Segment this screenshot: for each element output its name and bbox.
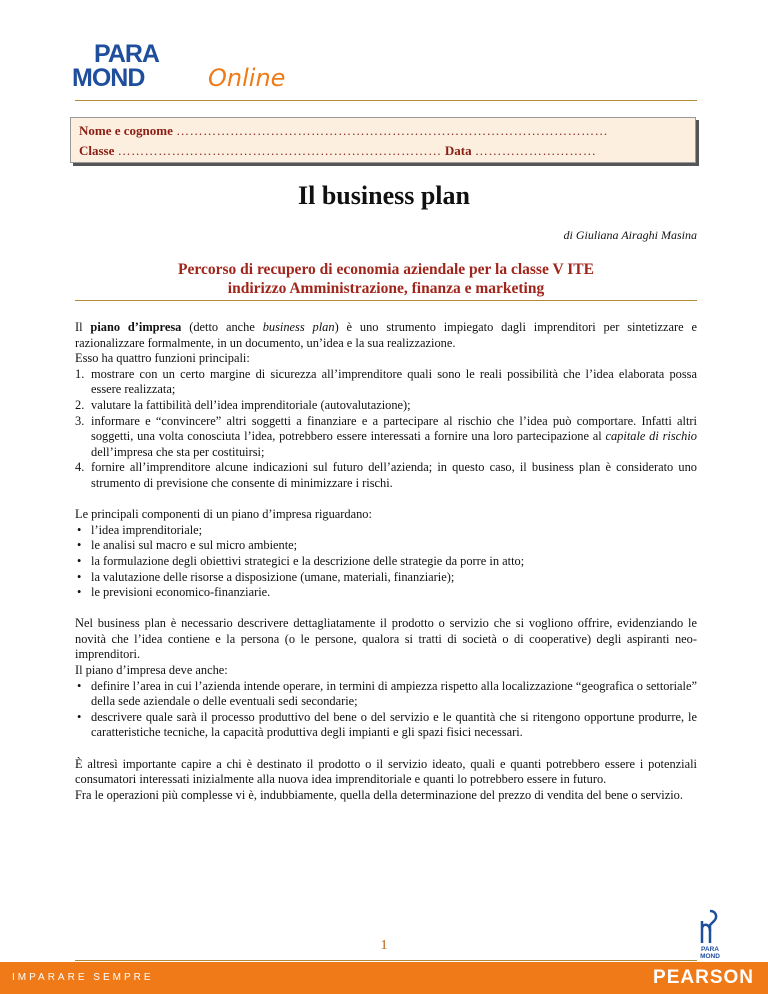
- list-number: 2.: [75, 397, 85, 412]
- functions-list: [75, 367, 697, 492]
- corner-logo-icon: [690, 907, 730, 959]
- list-item-text: mostrare con un certo margine di sicurezza all’imprenditore quali sono le reali possibilità che l’idea elaborata possa essere realizzata;: [91, 366, 697, 397]
- functions-intro: Esso ha quattro funzioni principali:: [75, 351, 250, 366]
- intro-text-b: (detto anche: [181, 320, 263, 334]
- footer-divider: [75, 960, 697, 961]
- components-intro: Le principali componenti di un piano d’impresa riguardano:: [75, 507, 372, 522]
- bullet-icon: •: [77, 678, 82, 693]
- logo-top-text: PARA: [94, 40, 159, 68]
- pricing-paragraph: Fra le operazioni più complesse vi è, indubbiamente, quella della determinazione del prezzo di vendita del bene o servizio.: [75, 787, 683, 802]
- paramond-logo-graphic: [70, 38, 300, 100]
- list-item: [75, 460, 697, 491]
- list-item-text: la formulazione degli obiettivi strategici e la descrizione delle strategie da porre in atto;: [91, 553, 525, 568]
- bullet-icon: •: [77, 569, 82, 584]
- list-item: [75, 523, 697, 539]
- list-item-text: fornire all’imprenditore alcune indicazioni sul futuro dell’azienda; in questo caso, il business plan è considerato uno strumento di previsione che consente di minimizzare i rischi.: [91, 460, 697, 490]
- list-item: [75, 710, 697, 741]
- product-paragraph: Nel business plan è necessario descrivere dettagliatamente il prodotto o servizio che si vogliono offrire, evidenziando le novità che l’idea contiene e la persona (o le persone, qualora si tratti di società o di cooperative) degli aspiranti neo-imprenditori.: [75, 616, 697, 662]
- requirements-intro: Il piano d’impresa deve anche:: [75, 663, 228, 678]
- name-dots: ……………………………………………………………………………………: [176, 123, 609, 138]
- bullet-icon: •: [77, 522, 82, 537]
- components-list: [75, 523, 697, 601]
- footer-bar: [0, 962, 768, 994]
- list-item-text: valutare la fattibilità dell’idea imprenditoriale (autovalutazione);: [91, 397, 411, 412]
- list-item: [75, 414, 697, 461]
- document-body: [75, 320, 697, 803]
- pearson-logo: PEARSON: [653, 967, 754, 988]
- list-item-text: le analisi sul macro e sul micro ambiente;: [91, 538, 298, 553]
- list-number: 4.: [75, 460, 85, 475]
- name-row: [79, 123, 689, 139]
- subtitle-divider: [75, 300, 697, 301]
- intro-italic-term: business plan: [262, 320, 335, 334]
- document-subtitle: [75, 260, 697, 298]
- list-item-text: la valutazione delle risorse a disposizione (umane, materiali, finanziarie);: [91, 569, 455, 584]
- list-item: [75, 367, 697, 398]
- student-info-box: [70, 117, 696, 163]
- document-author: di Giuliana Airaghi Masina: [563, 228, 697, 242]
- list-number: 3.: [75, 413, 85, 428]
- list-item-text: l’idea imprenditoriale;: [91, 522, 203, 537]
- footer-tagline: IMPARARE SEMPRE: [12, 972, 154, 983]
- corner-logo-bottom: MOND: [700, 953, 720, 959]
- logo-bottom-text: MOND: [72, 64, 145, 92]
- bullet-icon: •: [77, 585, 82, 600]
- subtitle-line-1: Percorso di recupero di economia aziendale per la classe V ITE: [178, 261, 594, 278]
- list-item-italic: capitale di rischio: [605, 429, 697, 444]
- list-item: [75, 554, 697, 570]
- list-item: [75, 585, 697, 601]
- name-label: Nome e cognome: [79, 123, 173, 138]
- list-item: [75, 679, 697, 710]
- class-label: Classe: [79, 143, 115, 158]
- paramond-corner-logo: [690, 907, 730, 959]
- intro-text-c: ) è uno strumento impiegato dagli imprenditori per sintetizzare e razionalizzare formalmente, in un documento, un’idea e la sua realizzazione.: [75, 320, 697, 350]
- bullet-icon: •: [77, 709, 82, 724]
- subtitle-line-2: indirizzo Amministrazione, finanza e marketing: [227, 280, 545, 297]
- list-number: 1.: [75, 366, 85, 381]
- consumers-paragraph: È altresì importante capire a chi è destinato il prodotto o il servizio ideato, quali e quanti potrebbero essere i potenziali consumatori interessati inizialmente alla nuova idea imprenditoriale e quanti lo potrebbero essere in futuro.: [75, 756, 697, 787]
- list-item: [75, 538, 697, 554]
- requirements-list: [75, 679, 697, 741]
- list-item-text: descrivere quale sarà il processo produttivo del bene o del servizio e le quantità che si ritengono opportune produrre, le caratteristiche tecniche, la capacità produttiva degli impianti e gli spazi fisici necessari.: [91, 709, 697, 740]
- intro-text-a: Il: [75, 320, 91, 334]
- list-item-text: le previsioni economico-finanziarie.: [91, 585, 271, 600]
- intro-paragraph: [75, 320, 697, 351]
- list-item-text: definire l’area in cui l’azienda intende operare, in termini di ampiezza rispetto alla localizzazione “geografica o settoriale” della sede aziendale o delle eventuali sedi secondarie;: [91, 678, 697, 709]
- date-label: Data: [444, 143, 472, 158]
- corner-logo-top: PARA: [701, 946, 719, 953]
- header-divider: [75, 100, 697, 101]
- list-item: [75, 398, 697, 414]
- bullet-icon: •: [77, 538, 82, 553]
- paramond-online-logo: [70, 38, 300, 100]
- document-title: Il business plan: [298, 181, 470, 210]
- list-item: [75, 570, 697, 586]
- list-item-text: dell’impresa che sta per costituirsi;: [91, 444, 265, 459]
- logo-online-text: Online: [208, 64, 286, 92]
- class-date-row: [79, 143, 689, 159]
- bullet-icon: •: [77, 553, 82, 568]
- list-item-text: informare e “convincere” altri soggetti a finanziare e a partecipare al rischio che l’idea può comportare. Infatti altri soggetti, una volta conosciuta l’idea, potrebbero essere interessati a fornire una loro partecipazione al: [91, 413, 697, 444]
- date-dots: ………………………: [474, 143, 597, 158]
- page-number: 1: [380, 938, 388, 953]
- intro-bold-term: piano d’impresa: [90, 320, 182, 334]
- class-dots: ………………………………………………………………: [117, 143, 442, 158]
